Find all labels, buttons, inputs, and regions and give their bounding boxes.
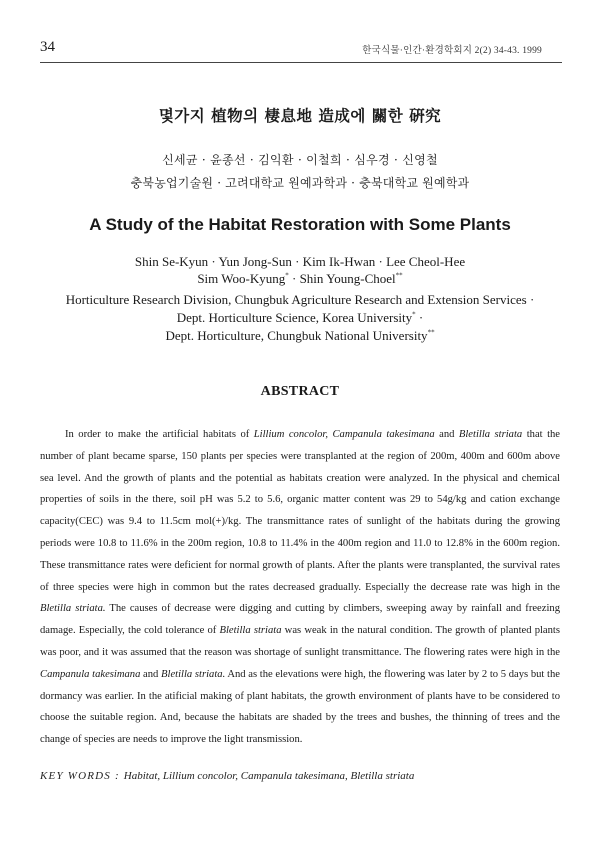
author-shin: · Shin Young-Choel: [288, 271, 396, 286]
affiliation-2: [0, 310, 600, 326]
species-name: Bletilla striata.: [161, 668, 226, 680]
author-sim: Sim Woo-Kyung: [197, 271, 286, 286]
key-words-value: Habitat, Lillium concolor, Campanula takesimana, Bletilla striata: [123, 770, 415, 782]
korean-affiliations-text: 충북농업기술원 · 고려대학교 원예과학과 · 충북대학교 원예학과: [130, 176, 470, 190]
korean-title: 몇가지 植物의 棲息地 造成에 關한 硏究: [158, 106, 442, 125]
abstract-text: In order to make the artificial habitats of: [65, 429, 254, 440]
abstract-body: [40, 424, 560, 751]
header-rule: [40, 62, 562, 63]
english-title: A Study of the Habitat Restoration with Some Plants: [89, 215, 511, 234]
abstract-text: that the number of plant became sparse, 150 plants per species were transplanted at the region of 200m, 400m and 600m above sea level. And the growth of plants and the potential as habitats creation were analyzed. In the physical and chemical properties of soils in the there, soil pH was 5.2 to 5.6, organic matter content was 29 to 54g/kg and cation exchange capacity(CEC) was 9.4 to 11.5cm mol(+)/kg. The transmittance rates of sunlight of the habitats during the growing periods were 10.8 to 11.6% in the 200m region, 10.8 to 11.4% in the 400m region and 11.0 to 12.8% in the 600m region. These transmittance rates were deficient for normal growth of plants. After the plants were transplanted, the survival rates of three species were high in common but the rates decreased gradually. Especially the decrease rate was high in the: [40, 429, 561, 593]
abstract-text: The causes of decrease were digging and cutting by climbers, sweeping away by rainfall and freezing damage. Especially, the cold tolerance of: [40, 603, 560, 637]
affiliation-3-mark: **: [427, 328, 435, 337]
journal-citation: 한국식물·인간·환경학회지 2(2) 34-43. 1999: [362, 46, 542, 56]
affiliation-2-sep: ·: [415, 310, 424, 325]
korean-affiliations: [0, 174, 600, 191]
species-name: Campanula takesimana: [40, 668, 141, 680]
affiliation-3: [0, 328, 600, 344]
abstract-paragraph: [40, 424, 560, 751]
page-number: 34: [40, 39, 55, 55]
abstract-text: and: [140, 668, 162, 680]
species-name: Bletilla striata: [458, 429, 523, 440]
author-shin-mark: **: [395, 271, 403, 280]
korean-authors: [0, 151, 600, 168]
abstract-text: and: [434, 429, 459, 440]
affiliation-3-text: Dept. Horticulture, Chungbuk National University: [165, 328, 428, 343]
affiliation-2-mark: *: [412, 310, 416, 319]
abstract-text: was weak in the natural condition. The growth of planted plants was poor, and it was assumed that the reason was shortage of sunlight transmittance. The flowering rates were high in the: [40, 625, 560, 658]
key-words: [40, 770, 414, 782]
affiliation-2-text: Dept. Horticulture Science, Korea University: [176, 310, 413, 325]
affiliation-1: Horticulture Research Division, Chungbuk Agriculture Research and Extension Services ·: [65, 292, 535, 307]
abstract-text: And as the elevations were high, the flowering was later by 2 to 5 days but the dormancy was earlier. In the atificial making of plant habitats, the growth environment of plants have to be considered to choose the suitable region. And, because the habitats are shaded by the trees and bushes, the thinning of trees and the change of species are needs to improve the light transmission.: [40, 668, 561, 746]
species-name: Bletilla striata: [219, 625, 282, 637]
english-authors-line-2: [0, 271, 600, 287]
species-names: Lillium concolor, Campanula takesimana: [253, 429, 435, 440]
abstract-heading: ABSTRACT: [260, 384, 340, 399]
korean-authors-text: 신세균 · 윤종선 · 김익환 · 이철희 · 심우경 · 신영철: [162, 153, 438, 167]
english-authors-line-1: Shin Se-Kyun · Yun Jong-Sun · Kim Ik-Hwan · Lee Cheol-Hee: [134, 254, 466, 269]
key-words-label: KEY WORDS :: [40, 770, 124, 782]
author-sim-mark: *: [285, 271, 289, 280]
species-name: Bletilla striata.: [40, 603, 106, 615]
